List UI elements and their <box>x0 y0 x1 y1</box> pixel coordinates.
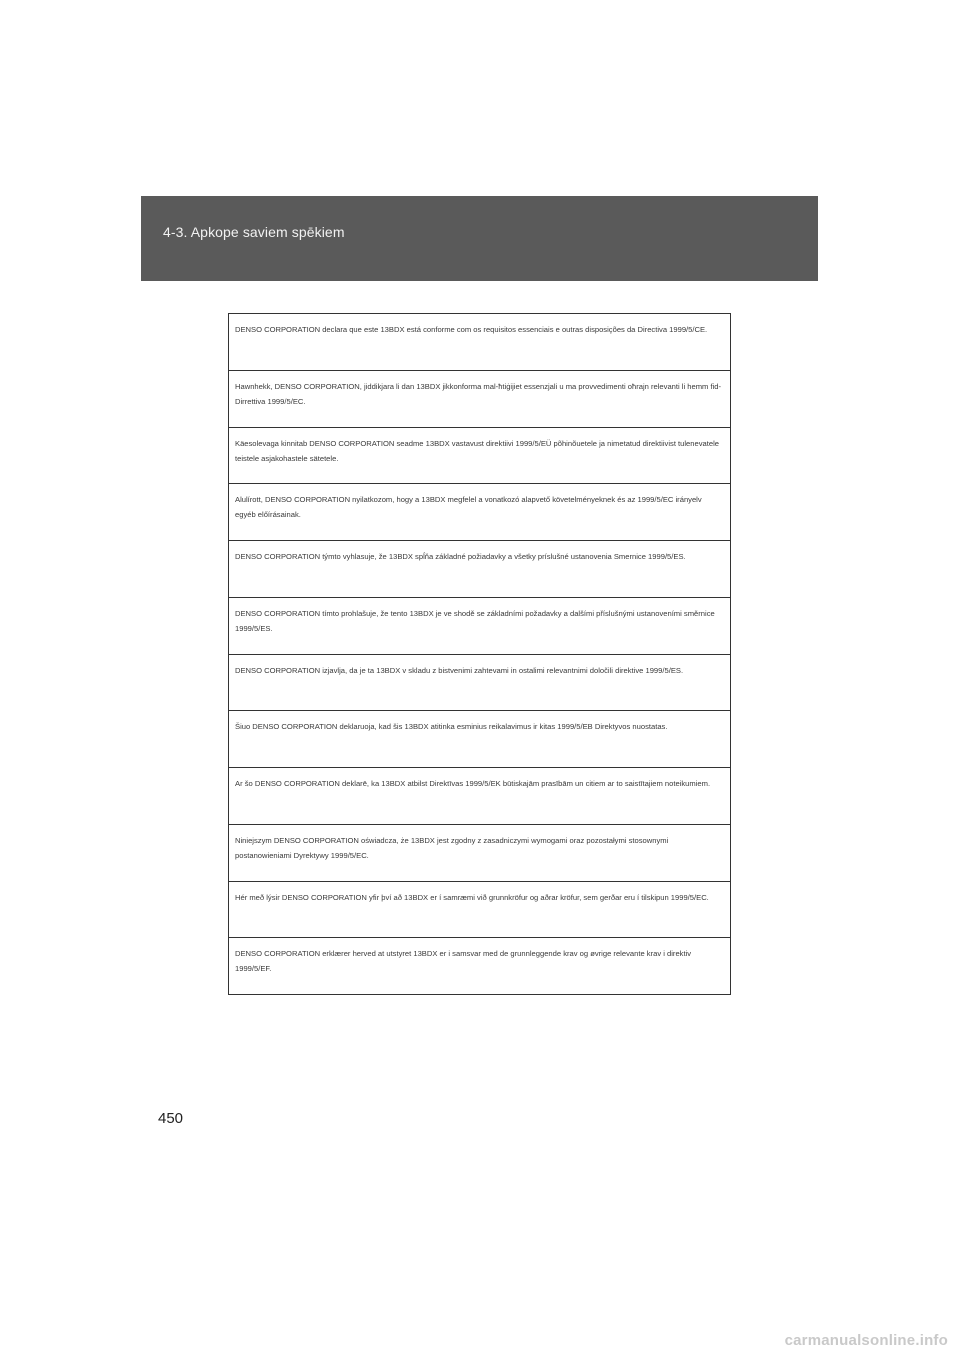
declaration-row-icelandic: Hér með lýsir DENSO CORPORATION yfir því að 13BDX er í samræmi við grunnkröfur og aðrar kröfur, sem gerðar eru í tilskipun 1999/5/EC. <box>229 882 730 939</box>
declaration-row-latvian: Ar šo DENSO CORPORATION deklarē, ka 13BDX atbilst Direktīvas 1999/5/EK būtiskajām prasībām un citiem ar to saistītajiem noteikumiem. <box>229 768 730 825</box>
declaration-row-hungarian: Alulírott, DENSO CORPORATION nyilatkozom, hogy a 13BDX megfelel a vonatkozó alapvető követelményeknek és az 1999/5/EC irányelv egyéb előírásainak. <box>229 484 730 541</box>
declaration-table <box>228 313 731 995</box>
section-header-bar <box>141 196 818 281</box>
declaration-row-slovak: DENSO CORPORATION týmto vyhlasuje, že 13BDX spĺňa základné požiadavky a všetky príslušné ustanovenia Smernice 1999/5/ES. <box>229 541 730 598</box>
declaration-row-polish: Niniejszym DENSO CORPORATION oświadcza, że 13BDX jest zgodny z zasadniczymi wymogami oraz pozostałymi stosownymi postanowieniami Dyrektywy 1999/5/EC. <box>229 825 730 882</box>
declaration-row-estonian: Käesolevaga kinnitab DENSO CORPORATION seadme 13BDX vastavust direktiivi 1999/5/EÜ põhinõuetele ja nimetatud direktiivist tulenevatele teistele asjakohastele sätetele. <box>229 428 730 485</box>
declaration-row-norwegian: DENSO CORPORATION erklærer herved at utstyret 13BDX er i samsvar med de grunnleggende krav og øvrige relevante krav i direktiv 1999/5/EF. <box>235 949 692 974</box>
section-title: 4-3. Apkope saviem spēkiem <box>163 224 345 240</box>
site-watermark: carmanualsonline.info <box>784 1332 948 1349</box>
declaration-row-czech: DENSO CORPORATION tímto prohlašuje, že tento 13BDX je ve shodě se základními požadavky a dalšími příslušnými ustanoveními směrnice 1999/5/ES. <box>229 598 730 655</box>
declaration-row-lithuanian: Šiuo DENSO CORPORATION deklaruoja, kad šis 13BDX atitinka esminius reikalavimus ir kitas 1999/5/EB Direktyvos nuostatas. <box>229 711 730 768</box>
declaration-row-slovenian: DENSO CORPORATION izjavlja, da je ta 13BDX v skladu z bistvenimi zahtevami in ostalimi relevantnimi določili direktive 1999/5/ES. <box>229 655 730 712</box>
declaration-row-maltese: Hawnhekk, DENSO CORPORATION, jiddikjara li dan 13BDX jikkonforma mal-ħtiġijiet essenzjali u ma provvedimenti oħrajn relevanti li hemm fid-Dirrettiva 1999/5/EC. <box>229 371 730 428</box>
declaration-row-portuguese: DENSO CORPORATION declara que este 13BDX está conforme com os requisitos essenciais e outras disposições da Directiva 1999/5/CE. <box>229 314 730 371</box>
page-number: 450 <box>158 1110 184 1127</box>
